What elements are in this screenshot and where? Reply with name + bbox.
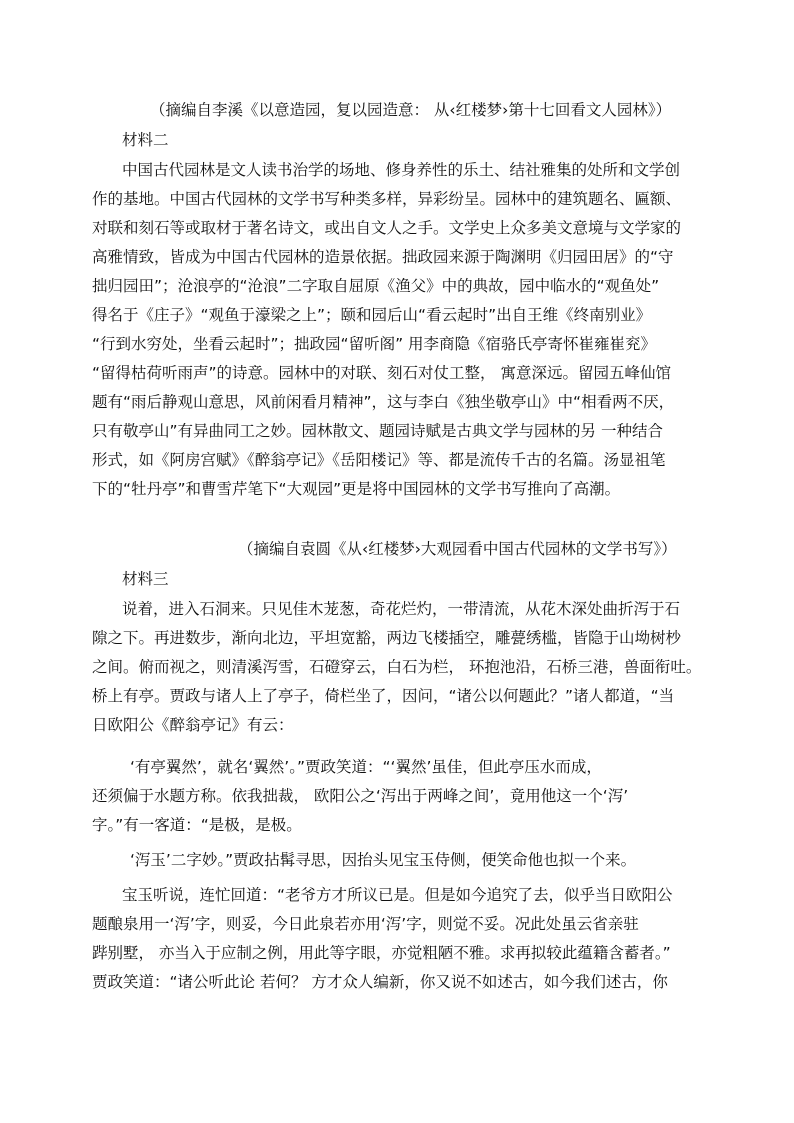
text-line: 形式，如《阿房宫赋》《醉翁亭记》《岳阳楼记》等、都是流传千古的名篇。汤显祖笔 (92, 451, 666, 469)
text-line: 说着，进入石洞来。只见佳木茏葱，奇花烂灼，一带清流，从花木深处曲折泻于石 (122, 600, 681, 618)
text-line: 高雅情致，皆成为中国古代园林的造景依据。拙政园来源于陶渊明《归园田居》的“守 (92, 248, 674, 266)
text-line: 作的基地。中国古代园林的文学书写种类多样，异彩纷呈。园林中的建筑题名、匾额、 (92, 190, 682, 208)
section-heading: 材料三 (122, 570, 169, 588)
text-line: 跸别墅， 亦当入于应制之例，用此等字眼，亦觉粗陋不雅。求再拟较此蕴籍含蓄者。” (92, 944, 671, 962)
text-line: 日欧阳公《醉翁亭记》有云： (92, 716, 294, 734)
text-line: ‘有亭翼然’，就名‘翼然’。”贾政笑道：“‘翼然’虽佳，但此亭压水而成， (130, 758, 602, 776)
text-line: ‘泻玉’二字妙。”贾政拈髯寻思，因抬头见宝玉侍侧，便笑命他也拟一个来。 (130, 851, 637, 869)
text-line: “留得枯荷听雨声”的诗意。园林中的对联、刻石对仗工整， 寓意深远。留园五峰仙馆 (92, 364, 671, 382)
text-line: 贾政笑道：“诸公听此论 若何？ 方才众人编新，你又说不如述古，如今我们述古，你 (92, 973, 668, 991)
text-line: 隙之下。再进数步，渐向北边，平坦宽豁，两边飞楼插空，雕甍绣槛，皆隐于山坳树杪 (92, 629, 682, 647)
text-line: 题有“雨后静观山意思，风前闲看月精神”，这与李白《独坐敬亭山》中“相看两不厌， (92, 393, 675, 411)
section-heading: 材料二 (122, 131, 169, 149)
text-line: 只有敬亭山”有异曲同工之妙。园林散文、题园诗赋是古典文学与园林的另 一种结合 (92, 422, 663, 440)
text-line: 对联和刻石等或取材于著名诗文，或出自文人之手。文学史上众多美文意境与文学家的 (92, 219, 682, 237)
text-line: 还须偏于水题方称。依我拙裁， 欧阳公之‘泻出于两峰之间’，竟用他这一个‘泻’ (92, 787, 629, 805)
text-line: 得名于《庄子》“观鱼于濠梁之上”；颐和园后山“看云起时”出自王维《终南别业》 (92, 306, 652, 324)
text-line: 中国古代园林是文人读书治学的场地、修身养性的乐土、结社雅集的处所和文学创 (122, 161, 681, 179)
text-line: 字。”有一客道：“是极，是极。 (92, 816, 302, 834)
citation-line: （摘编自袁圆《从‹红楼梦›大观园看中国古代园林的文学书写》） (238, 540, 677, 558)
citation-line: （摘编自李溪《以意造园，复以园造意： 从‹红楼梦›第十七回看文人园林》） (150, 101, 672, 119)
text-line: “行到水穷处，坐看云起时”；拙政园“留听阁” 用李商隐《宿骆氏亭寄怀崔雍崔兖》 (92, 335, 657, 353)
text-line: 下的“牡丹亭”和曹雪芹笔下“大观园”更是将中国园林的文学书写推向了高潮。 (92, 480, 621, 498)
text-line: 题酿泉用一‘泻’字，则妥，今日此泉若亦用‘泻’字，则觉不妥。况此处虽云省亲驻 (92, 915, 639, 933)
text-line: 宝玉听说，连忙回道：“老爷方才所议已是。但是如今追究了去，似乎当日欧阳公 (122, 886, 673, 904)
text-line: 桥上有亭。贾政与诸人上了亭子，倚栏坐了，因问，“诸公以何题此？”诸人都道，“当 (92, 687, 675, 705)
text-line: 之间。俯而视之，则清溪泻雪，石磴穿云，白石为栏， 环抱池沿，石桥三港，兽面衔吐。 (92, 658, 702, 676)
text-line: 拙归园田”；沧浪亭的“沧浪”二字取自屈原《渔父》中的典故，园中临水的“观鱼处” (92, 277, 660, 295)
